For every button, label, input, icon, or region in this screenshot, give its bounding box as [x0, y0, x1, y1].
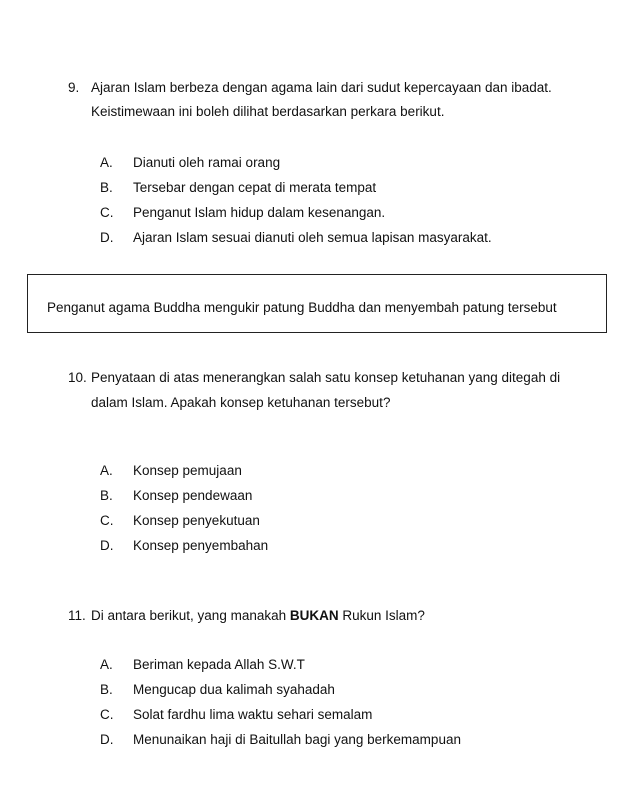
question-11-emphasis: BUKAN: [289, 608, 339, 623]
question-11-number: 11.: [68, 608, 86, 623]
option-letter: B.: [100, 682, 113, 697]
question-11-text: [91, 607, 425, 625]
option-text: Beriman kepada Allah S.W.T: [133, 657, 305, 672]
question-9-text-line-1: Ajaran Islam berbeza dengan agama lain dari sudut kepercayaan dan ibadat.: [91, 80, 552, 95]
option-letter: C.: [100, 513, 114, 528]
option-letter: B.: [100, 488, 113, 503]
option-text: Solat fardhu lima waktu sehari semalam: [133, 707, 373, 722]
option-text: Dianuti oleh ramai orang: [133, 155, 281, 170]
option-text: Konsep pemujaan: [133, 463, 242, 478]
option-text: Tersebar dengan cepat di merata tempat: [133, 180, 377, 195]
question-11-prefix: Di antara berikut, yang manakah: [91, 608, 290, 623]
question-11-suffix: Rukun Islam?: [338, 608, 425, 623]
question-9-number: 9.: [68, 80, 80, 95]
option-text: Konsep penyekutuan: [133, 513, 260, 528]
stimulus-box: [27, 274, 607, 333]
option-letter: D.: [100, 732, 114, 747]
option-text: Menunaikan haji di Baitullah bagi yang berkemampuan: [133, 732, 461, 747]
option-letter: A.: [100, 463, 113, 478]
option-letter: D.: [100, 230, 114, 245]
question-10-text-line-2: dalam Islam. Apakah konsep ketuhanan tersebut?: [91, 395, 391, 410]
option-letter: A.: [100, 155, 113, 170]
question-10-number: 10.: [68, 370, 87, 385]
stimulus-text: Penganut agama Buddha mengukir patung Buddha dan menyembah patung tersebut: [47, 300, 557, 315]
option-text: Penganut Islam hidup dalam kesenangan.: [133, 205, 386, 220]
option-text: Mengucap dua kalimah syahadah: [133, 682, 335, 697]
question-9-text-line-2: Keistimewaan ini boleh dilihat berdasarkan perkara berikut.: [91, 104, 445, 119]
option-text: Konsep pendewaan: [133, 488, 253, 503]
option-letter: C.: [100, 205, 114, 220]
option-text: Ajaran Islam sesuai dianuti oleh semua lapisan masyarakat.: [133, 230, 492, 245]
option-letter: A.: [100, 657, 113, 672]
option-letter: B.: [100, 180, 113, 195]
option-text: Konsep penyembahan: [133, 538, 269, 553]
option-letter: D.: [100, 538, 114, 553]
option-letter: C.: [100, 707, 114, 722]
question-10-text-line-1: Penyataan di atas menerangkan salah satu konsep ketuhanan yang ditegah di: [91, 370, 561, 385]
